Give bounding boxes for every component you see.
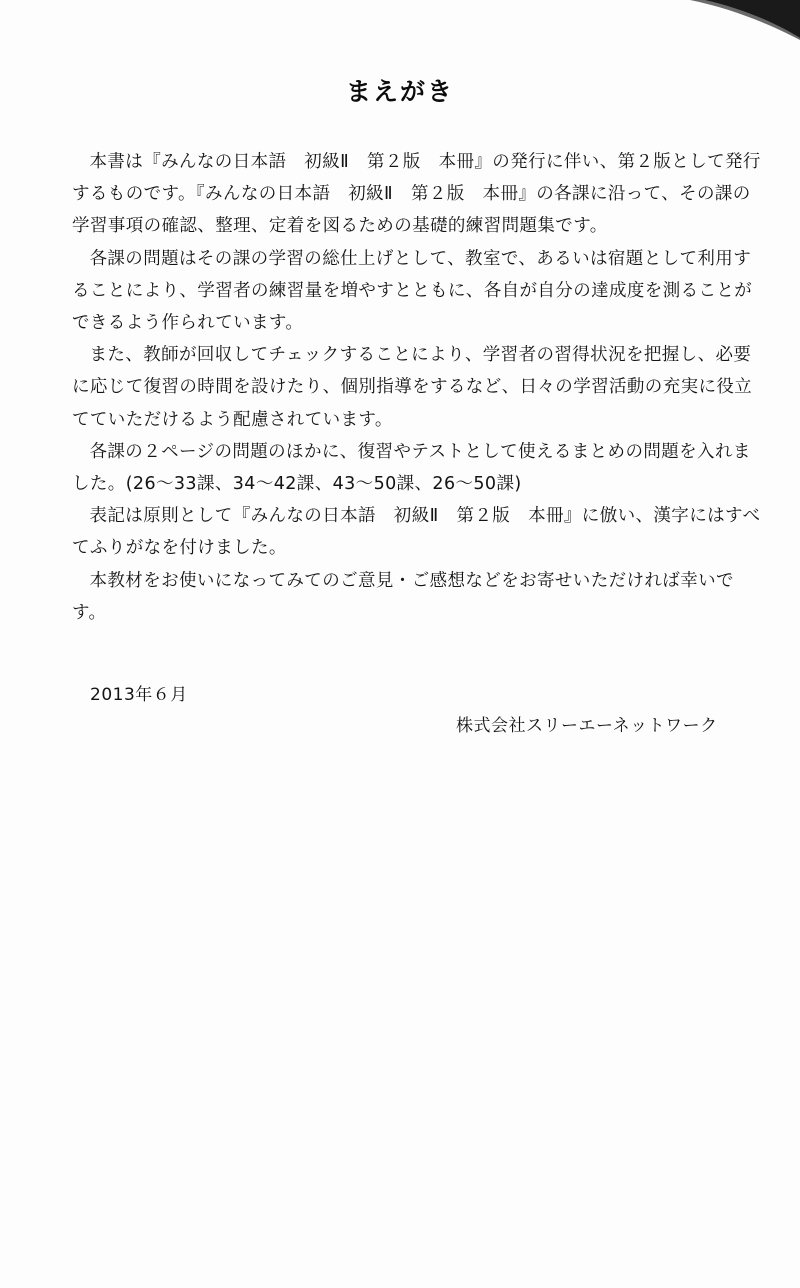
page-edge-shadow — [0, 0, 800, 40]
paragraph: 本書は『みんなの日本語 初級Ⅱ 第２版 本冊』の発行に伴い、第２版として発行するものです。『みんなの日本語 初級Ⅱ 第２版 本冊』の各課に沿って、その課の学習事項の確認、整理、定着を図るための基礎的練習問題集です。 — [72, 152, 761, 237]
paragraph: 本教材をお使いになってみてのご意見・ご感想などをお寄せいただければ幸いです。 — [72, 570, 734, 623]
preface-body — [72, 146, 762, 629]
paragraph: 表記は原則として『みんなの日本語 初級Ⅱ 第２版 本冊』に倣い、漢字にはすべてふりがなを付けました。 — [72, 506, 761, 559]
publisher-name: 株式会社スリーエーネットワーク — [456, 716, 718, 736]
page-title: まえがき — [345, 77, 454, 106]
paragraph: 各課の２ページの問題のほかに、復習やテストとして使えるまとめの問題を入れました。(26〜33課、34〜42課、43〜50課、26〜50課) — [72, 441, 751, 495]
paragraph: 各課の問題はその課の学習の総仕上げとして、教室で、あるいは宿題として利用することにより、学習者の練習量を増やすとともに、各自が自分の達成度を測ることができるよう作られています。 — [72, 248, 753, 334]
paragraph: また、教師が回収してチェックすることにより、学習者の習得状況を把握し、必要に応じて復習の時間を設けたり、個別指導をするなど、日々の学習活動の充実に役立てていただけるよう配慮されています。 — [72, 345, 753, 430]
publication-date: 2013年６月 — [90, 685, 188, 705]
